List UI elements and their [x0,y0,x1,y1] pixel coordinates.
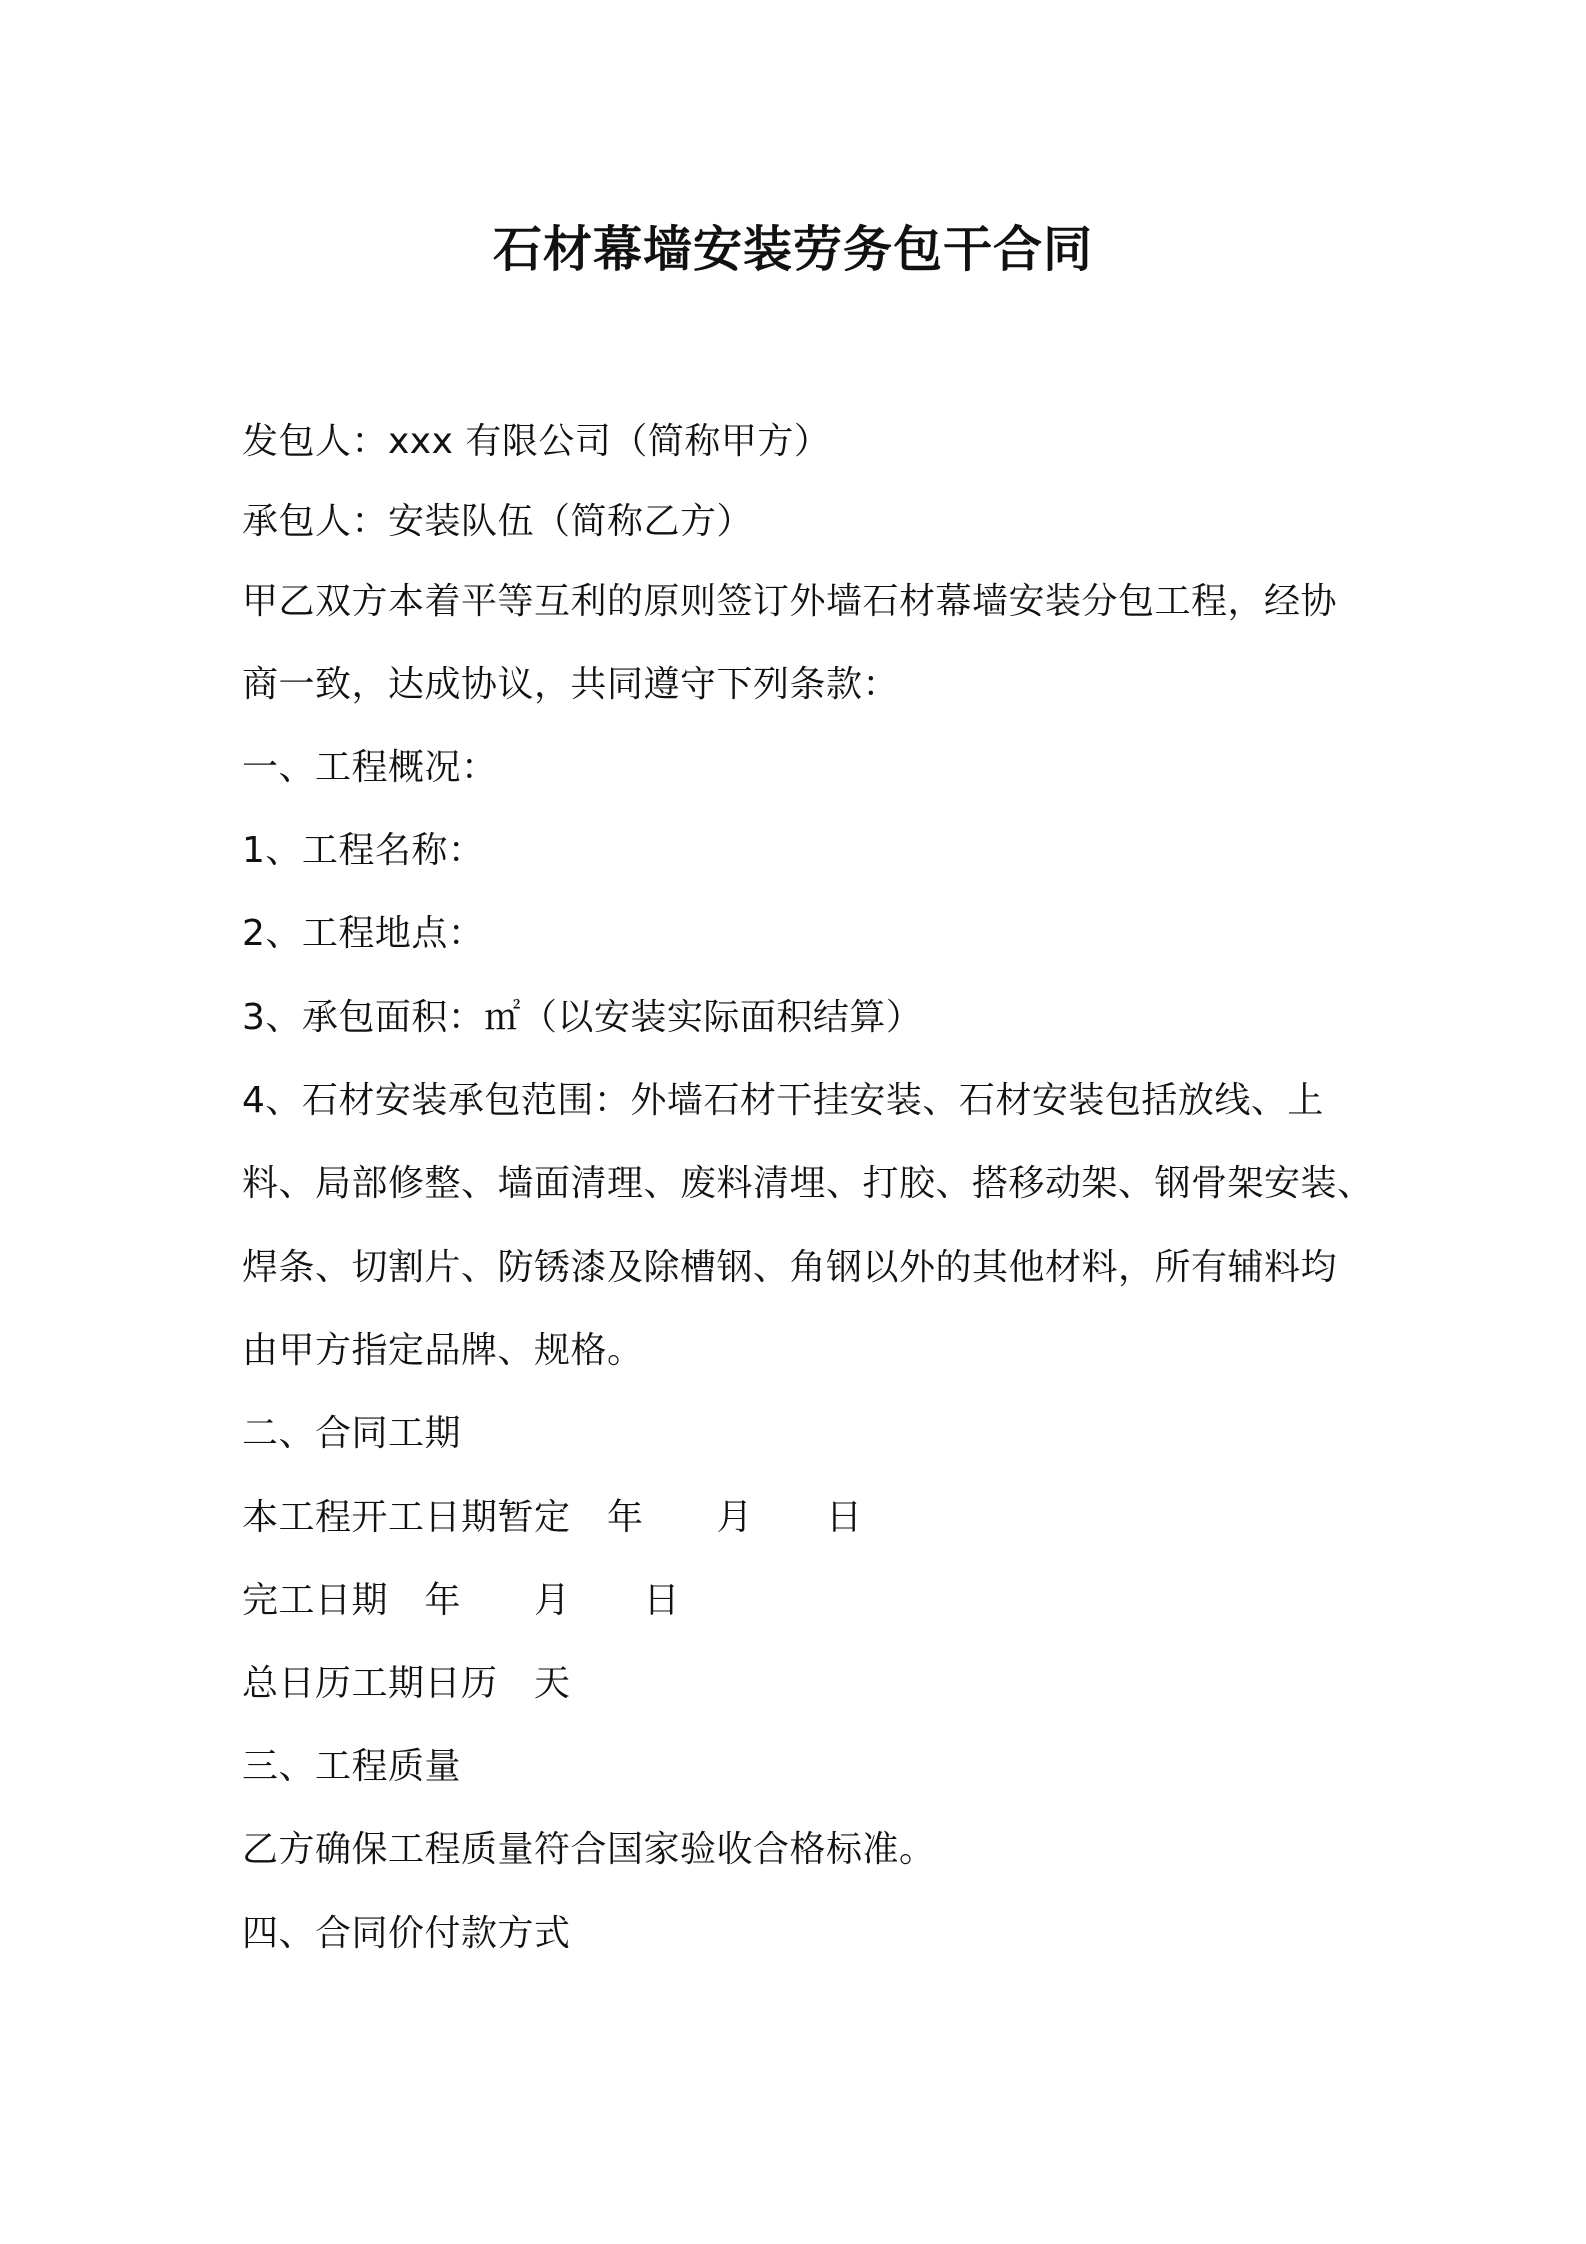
total-duration-line: 总日历工期日历 天 [242,1663,571,1704]
section-3-heading: 三、工程质量 [242,1746,462,1787]
project-location-line: 2、工程地点： [242,913,485,954]
scope-line-3: 焊条、切割片、防锈漆及除槽钢、角钢以外的其他材料，所有辅料均 [242,1247,1338,1288]
employer-line: 发包人：xxx 有限公司（简称甲方） [242,421,831,462]
scope-line-2: 料、局部修整、墙面清理、废料清埋、打胶、搭移动架、钢骨架安装、 [242,1163,1374,1204]
scope-line-4: 由甲方指定品牌、规格。 [242,1330,644,1371]
section-1-heading: 一、工程概况： [242,747,498,788]
quality-statement-line: 乙方确保工程质量符合国家验收合格标准。 [242,1829,936,1870]
project-name-line: 1、工程名称： [242,830,485,871]
contractor-line: 承包人：安装队伍（简称乙方） [242,501,754,542]
preamble-line-2: 商一致，达成协议，共同遵守下列条款： [242,664,900,705]
scope-line-1: 4、石材安装承包范围：外墙石材干挂安装、石材安装包括放线、上 [242,1080,1324,1121]
section-4-heading: 四、合同价付款方式 [242,1913,571,1954]
completion-date-line: 完工日期 年 月 日 [242,1580,681,1621]
start-date-line: 本工程开工日期暂定 年 月 日 [242,1497,863,1538]
section-2-heading: 二、合同工期 [242,1413,462,1454]
preamble-line-1: 甲乙双方本着平等互利的原则签订外墙石材幕墙安装分包工程，经协 [242,581,1338,622]
contract-area-line: 3、承包面积：㎡（以安装实际面积结算） [242,997,923,1038]
document-title: 石材幕墙安装劳务包干合同 [492,221,1093,278]
